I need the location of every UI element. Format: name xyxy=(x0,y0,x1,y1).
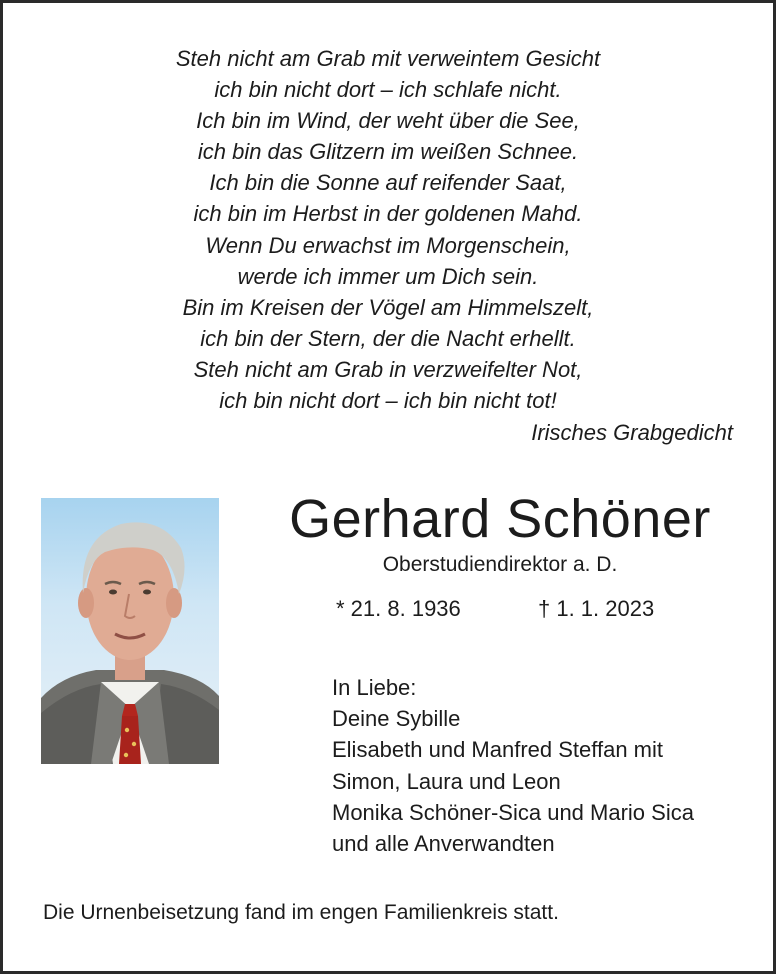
death-date: † 1. 1. 2023 xyxy=(538,596,655,621)
mourners-line: Monika Schöner-Sica und Mario Sica xyxy=(332,799,694,825)
portrait-photo xyxy=(41,498,219,764)
poem-line: werde ich immer um Dich sein. xyxy=(237,263,539,289)
mourners-line: Elisabeth und Manfred Steffan mit xyxy=(332,737,664,763)
poem-line: Wenn Du erwachst im Morgenschein, xyxy=(205,232,571,258)
poem-line: Ich bin die Sonne auf reifender Saat, xyxy=(209,170,567,196)
poem-line: Steh nicht am Grab mit verweintem Gesicht xyxy=(175,46,601,71)
poem-line: ich bin im Herbst in der goldenen Mahd. xyxy=(193,201,583,227)
poem-line: ich bin das Glitzern im weißen Schnee. xyxy=(197,139,579,165)
poem-line: ich bin nicht dort – ich bin nicht tot! xyxy=(219,388,557,414)
mourners-line: Simon, Laura und Leon xyxy=(332,768,561,794)
mourners-line: und alle Anverwandten xyxy=(332,831,555,857)
mourners-line: Deine Sybille xyxy=(332,706,461,732)
deceased-title: Oberstudiendirektor a. D. xyxy=(382,553,618,576)
poem-line: Steh nicht am Grab in verzweifelter Not, xyxy=(193,356,583,382)
poem-line: Bin im Kreisen der Vögel am Himmelszelt, xyxy=(182,294,594,320)
portrait-illustration xyxy=(41,498,219,764)
deceased-name: Gerhard Schöner xyxy=(289,489,711,549)
poem xyxy=(0,43,776,416)
mourners-line: In Liebe: xyxy=(332,675,417,700)
birth-date: * 21. 8. 1936 xyxy=(336,596,461,621)
poem-line: ich bin der Stern, der die Nacht erhellt. xyxy=(200,325,576,351)
burial-note: Die Urnenbeisetzung fand im engen Familienkreis statt. xyxy=(43,901,559,924)
poem-line: Ich bin im Wind, der weht über die See, xyxy=(196,108,580,134)
poem-line: ich bin nicht dort – ich schlafe nicht. xyxy=(214,77,562,103)
poem-source: Irisches Grabgedicht xyxy=(531,420,733,445)
mourners-list xyxy=(332,672,694,859)
